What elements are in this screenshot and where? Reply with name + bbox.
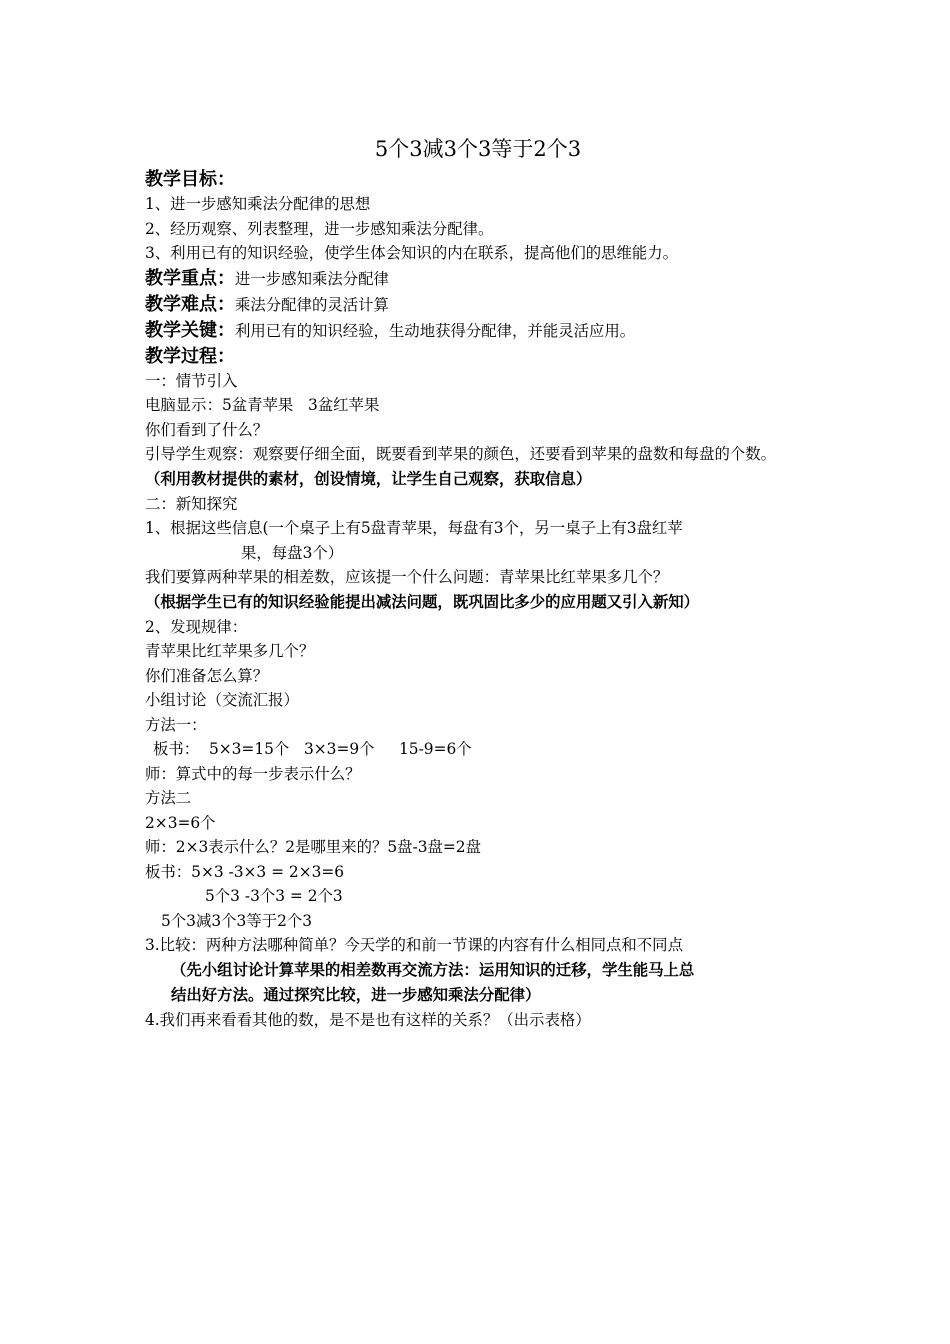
key-line	[145, 318, 815, 344]
objective-item-1: 1、进一步感知乘法分配律的思想	[145, 195, 371, 213]
section2-item2: 2、发现规律：	[145, 617, 248, 636]
section2-note2-line1: （先小组讨论计算苹果的相差数再交流方法：运用知识的迁移，学生能马上总	[171, 960, 695, 979]
section2-question: 我们要算两种苹果的相差数，应该提一个什么问题：青苹果比红苹果多几个？	[145, 568, 669, 586]
objectives-heading: 教学目标：	[145, 169, 235, 190]
document-page	[145, 131, 815, 1032]
section2-item1-line2: 果，每盘3个）	[241, 543, 344, 562]
key-point-text: 进一步感知乘法分配律	[235, 269, 389, 288]
section2-line-4: 方法一：	[145, 715, 207, 734]
section1-title: 一：情节引入	[145, 371, 238, 390]
section2-item1-line1: 1、根据这些信息(一个桌子上有5盘青苹果，每盘有3个，另一桌子上有3盘红苹	[145, 519, 683, 537]
section2-line-1: 青苹果比红苹果多几个？	[145, 642, 315, 660]
board-line-2: 板书：5×3 -3×3 = 2×3=6	[145, 862, 345, 881]
section2-line-3: 小组讨论（交流汇报）	[145, 691, 299, 709]
section1-line-2: 你们看到了什么？	[145, 420, 269, 439]
section2-item3: 3.比较：两种方法哪种简单？今天学的和前一节课的内容有什么相同点和不同点	[145, 936, 683, 954]
difficulty-line	[145, 292, 815, 318]
section2-line-2: 你们准备怎么算？	[145, 666, 269, 685]
calc-line: 2×3=6个	[145, 813, 216, 832]
difficulty-label: 教学难点：	[145, 293, 235, 315]
document-title: 5个3减3个3等于2个3	[374, 137, 582, 161]
key-point-label: 教学重点：	[145, 267, 235, 289]
section2-note: （根据学生已有的知识经验能提出减法问题，既巩固比多少的应用题又引入新知）	[145, 592, 700, 611]
section2-note2-line2: 结出好方法。通过探究比较，进一步感知乘法分配律）	[171, 985, 541, 1004]
section2-item4: 4.我们再来看看其他的数，是不是也有这样的关系？（出示表格）	[145, 1010, 591, 1029]
teacher-line-1: 师：算式中的每一步表示什么？	[145, 764, 361, 783]
difficulty-text: 乘法分配律的灵活计算	[235, 295, 389, 314]
teacher-line-2: 师：2×3表示什么？2是哪里来的？5盘-3盘=2盘	[145, 838, 481, 856]
board-line-4: 5个3减3个3等于2个3	[161, 911, 313, 930]
section2-title: 二：新知探究	[145, 494, 238, 513]
board-line-3: 5个3 -3个3 = 2个3	[205, 887, 343, 905]
key-text: 利用已有的知识经验，生动地获得分配律，并能灵活应用。	[235, 321, 636, 340]
key-label: 教学关键：	[145, 319, 235, 341]
method2-label: 方法二	[145, 789, 192, 807]
board-line-1: 板书： 5×3=15个 3×3=9个 15-9=6个	[153, 740, 472, 758]
key-point-line	[145, 266, 815, 292]
objective-item-3: 3、利用已有的知识经验，使学生体会知识的内在联系，提高他们的思维能力。	[145, 244, 679, 262]
process-heading: 教学过程：	[145, 345, 235, 367]
section1-line-3: 引导学生观察：观察要仔细全面，既要看到苹果的颜色，还要看到苹果的盘数和每盘的个数。	[145, 445, 777, 463]
section1-note: （利用教材提供的素材，创设情境，让学生自己观察，获取信息）	[145, 469, 592, 488]
objective-item-2: 2、经历观察、列表整理，进一步感知乘法分配律。	[145, 219, 494, 238]
section1-line-1: 电脑显示：5盆青苹果 3盆红苹果	[145, 396, 380, 414]
